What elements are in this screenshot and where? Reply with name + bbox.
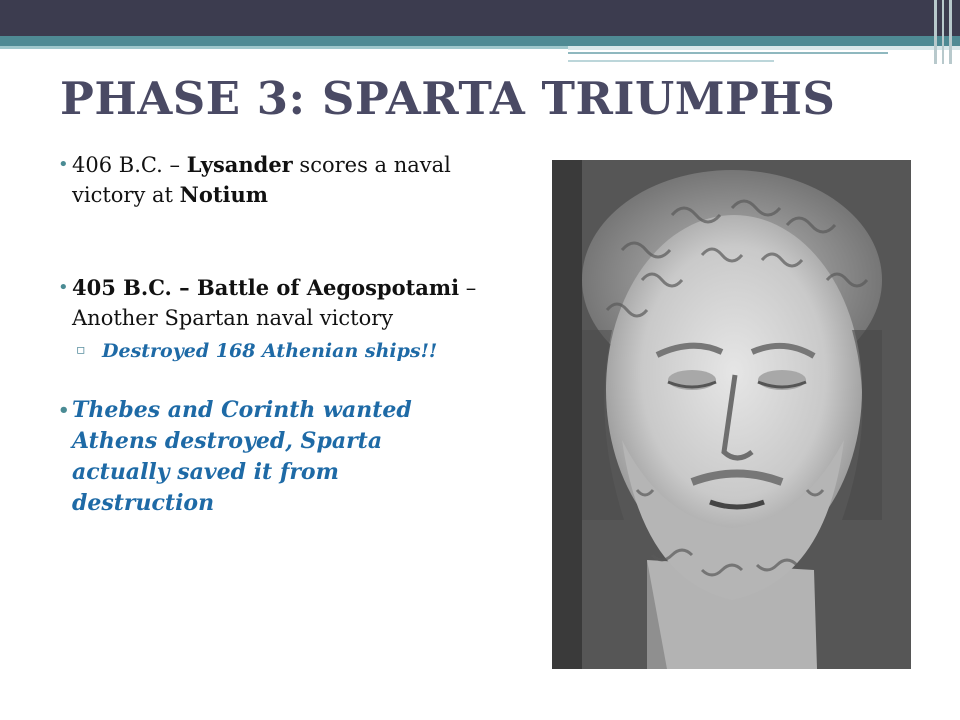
bullet-dot-icon: •	[58, 154, 69, 175]
bullet-text: 406 B.C. –	[72, 153, 187, 177]
bullet-list	[58, 150, 478, 519]
bullet-dot-icon: •	[58, 277, 69, 298]
decor-line	[0, 46, 568, 49]
bullet-place: Notium	[179, 182, 269, 207]
bullet-name: Lysander	[186, 152, 293, 177]
decor-edge	[949, 0, 952, 64]
decor-line	[568, 52, 888, 54]
bust-illustration	[552, 160, 911, 669]
bullet-dot-icon: •	[58, 400, 70, 421]
bullet-item	[58, 395, 478, 519]
bust-photo	[552, 160, 911, 669]
bullet-text: Thebes and Corinth wanted Athens destroyed, Sparta actually saved it from destruction	[72, 397, 412, 516]
decor-line	[568, 46, 960, 50]
square-bullet-icon: ▫	[76, 342, 86, 358]
decor-edge	[934, 0, 937, 64]
sub-bullet-item	[58, 337, 478, 366]
sub-bullet-text: Destroyed 168 Athenian ships!!	[102, 340, 438, 362]
decor-line	[568, 60, 774, 62]
decor-edge	[942, 0, 944, 64]
bullet-text: – Another Spartan naval victory	[72, 276, 477, 330]
bullet-item	[58, 150, 478, 210]
bullet-item	[58, 273, 478, 333]
bullet-text: scores a naval victory at	[72, 153, 451, 207]
top-bar	[0, 0, 960, 36]
bullet-bold-text: 405 B.C. – Battle of Aegospotami	[72, 275, 460, 300]
top-accent-bar	[0, 36, 960, 46]
slide-title: PHASE 3: SPARTA TRIUMPHS	[60, 72, 836, 125]
